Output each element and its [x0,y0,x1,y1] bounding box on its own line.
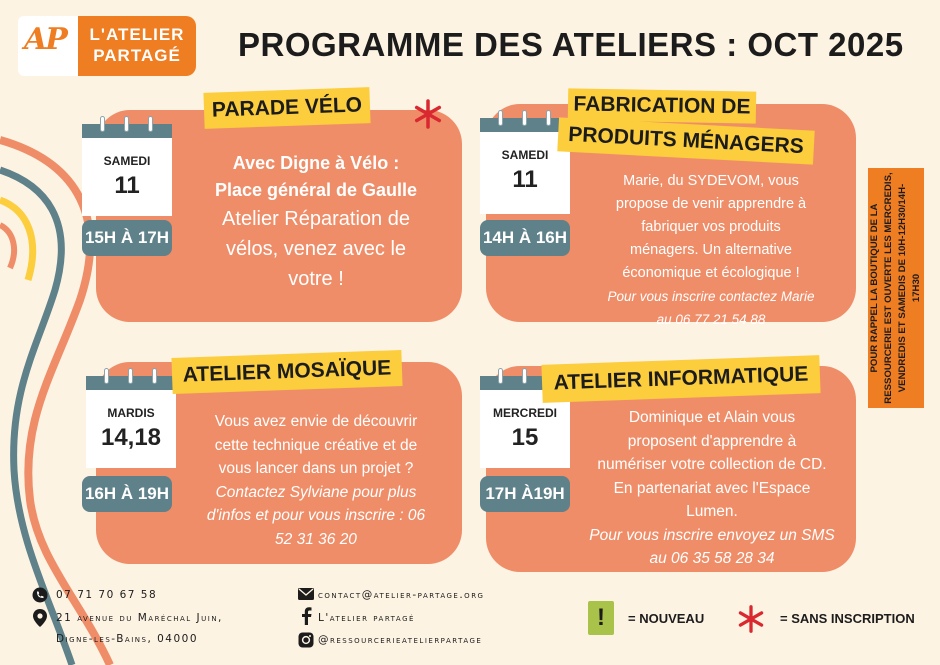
description-line: Pour vous inscrire envoyez un SMS [589,526,835,544]
legend-new: = NOUVEAU [628,611,705,626]
opening-hours-note [868,168,924,408]
footer-phone: 07 71 70 67 58 [56,589,158,601]
calendar-icon [480,118,570,214]
logo-initials: AP [24,22,66,57]
description-line: vous lancer dans un projet ? [218,460,414,477]
logo-line2: PARTAGÉ [93,46,181,65]
description-line: Lumen. [686,503,738,520]
description-line: Dominique et Alain vous [628,409,796,426]
page-title: PROGRAMME DES ATELIERS : OCT 2025 [238,26,904,63]
description-line: Pour vous inscrire contactez Marie [607,289,815,304]
calendar-date: 15 [511,424,539,451]
footer-address-line1: 21 avenue du Maréchal Juin, [56,612,223,624]
footer-email[interactable]: contact@atelier-partage.org [318,589,485,601]
calendar-icon [86,376,176,468]
new-mark: ! [597,604,605,631]
logo-wordmark [78,16,196,76]
facebook-icon [298,608,314,624]
description-line: Place général de Gaulle [214,180,418,200]
description-line: Marie, du SYDEVOM, vous [623,173,799,189]
calendar-day: MARDIS [107,406,155,420]
opening-hours-text: POUR RAPPEL LA BOUTIQUE DE LA RESSOURCERIE EST OUVERTE LES MERCREDIS, VENDREDIS ET SAMEDIS DE 10H-12H30/14H-17H30 [869,172,922,404]
decorative-swirl [0,0,120,665]
time-badge: 17H À19H [480,476,570,512]
workshop-banner: PARADE VÉLO [203,87,370,129]
description-line: au 06 77 21 54 88 [656,312,766,327]
calendar-day: SAMEDI [501,148,549,162]
location-pin-icon [32,610,48,626]
description-line: 52 31 36 20 [275,530,357,548]
description-line: vélos, venez avec le [225,238,407,260]
description-line: Avec Digne à Vélo : [232,153,400,173]
calendar-icon [82,124,172,216]
description-line: économique et écologique ! [622,265,800,281]
exclamation-icon [588,601,614,635]
phone-icon [32,587,48,603]
time-badge: 16H À 19H [82,476,172,512]
logo-line1: L'ATELIER [89,25,185,44]
description-line: cette technique créative et de [214,436,418,454]
description-line: En partenariat avec l'Espace [613,479,811,497]
workshop-description [576,170,846,331]
workshop-description [176,150,456,294]
logo-badge [18,16,82,76]
banner-line: PRODUITS MÉNAGERS [567,122,805,159]
description-line: numériser votre collection de CD. [597,456,827,473]
asterisk-icon [412,98,444,130]
time-badge: 14H À 16H [480,220,570,256]
footer-instagram[interactable]: @ressourcerieatelierpartage [318,634,483,646]
logo [18,16,196,76]
description-line: proposent d'apprendre à [627,432,797,450]
description-line: propose de venir apprendre à [615,196,807,212]
legend-no-registration: = SANS INSCRIPTION [780,611,915,626]
workshop-banner: ATELIER MOSAÏQUE [171,350,402,394]
calendar-day: SAMEDI [103,154,151,168]
description-line: Contactez Sylviane pour plus [215,483,417,501]
description-line: Vous avez envie de découvrir [214,413,418,430]
asterisk-icon [736,604,766,634]
calendar-date: 14,18 [100,424,162,451]
description-line: au 06 35 58 28 34 [649,550,775,567]
time-badge: 15H À 17H [82,220,172,256]
description-line: fabriquer vos produits [641,219,781,235]
calendar-day: MERCREDI [492,406,557,420]
mail-icon [298,586,314,602]
description-line: votre ! [288,268,344,290]
description-line: ménagers. Un alternative [630,242,792,258]
description-line: Atelier Réparation de [222,208,410,230]
workshop-banner: ATELIER INFORMATIQUE [541,355,820,403]
workshop-description [178,410,454,551]
description-line: d'infos et pour vous inscrire : 06 [206,507,426,524]
workshop-description [574,406,850,571]
instagram-icon [298,632,314,648]
calendar-date: 11 [114,172,140,199]
calendar-date: 11 [512,166,538,193]
footer-address-line2: Digne-les-Bains, 04000 [56,633,199,645]
footer-facebook[interactable]: L'atelier partagé [318,612,415,624]
banner-line: FABRICATION DE [573,92,751,119]
